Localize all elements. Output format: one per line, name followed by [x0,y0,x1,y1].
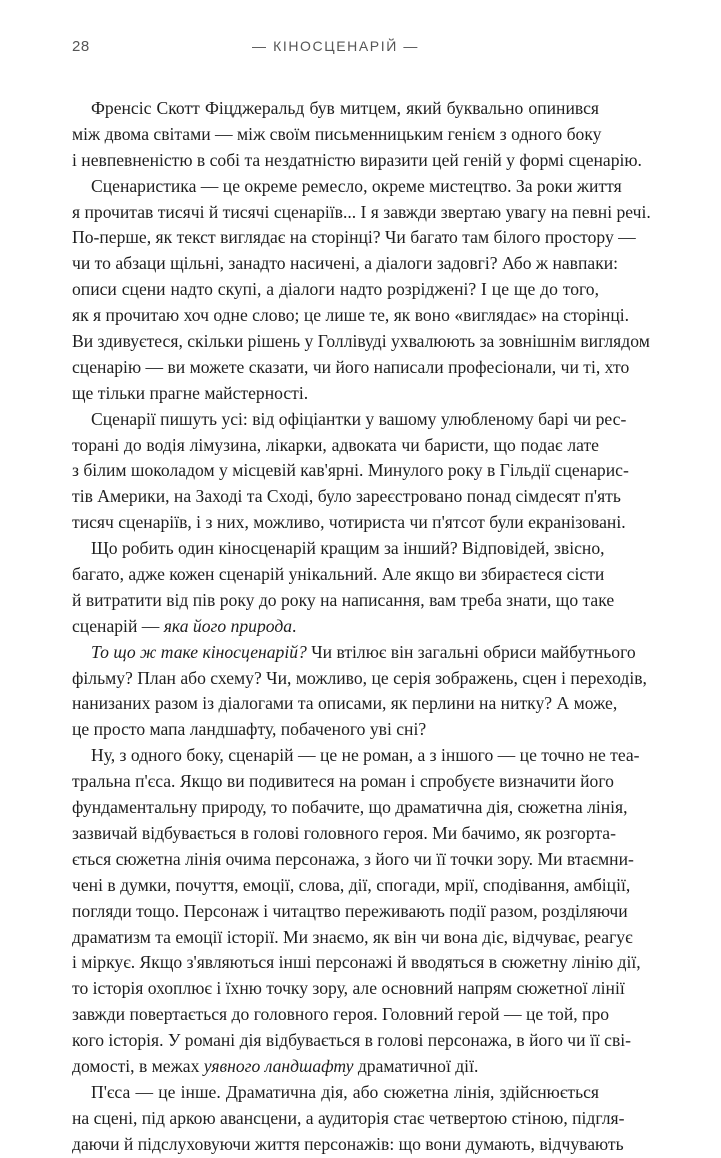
text-run: описи сцени надто скупі, а діалоги надто розріджені? І це ще до того, [72,279,599,300]
paragraph [72,536,615,640]
text-run: драматичної дії. [353,1055,479,1076]
text-line [72,1080,599,1106]
text-run: тів Америки, на Заході та Сході, було зареєстровано понад сімдесят п'ять [72,486,621,507]
text-run: фільму? План або схему? Чи, можливо, це серія зображень, сцен і переходів, [72,667,647,688]
text-line [72,821,616,847]
text-line [72,899,628,925]
text-run: домості, в межах [72,1055,204,1076]
text-line [72,277,599,303]
text-line [72,381,599,407]
text-line [72,1002,610,1028]
text-line [72,717,599,743]
text-line [72,355,630,381]
text-run: я прочитав тисячі й тисячі сценаріїв... І я завжди звертаю увагу на певні речі. [72,201,651,222]
text-line [72,1106,625,1132]
emphasis-text: То що ж таке кіносценарій? [91,641,307,662]
text-run: між двома світами — між своїм письменницьким генієм з одного боку [72,123,602,144]
text-run: погляди тощо. Персонаж і читацтво переживають події разом, розділяючи [72,900,628,921]
paragraph [72,407,629,536]
text-run: Сценаристика — це окреме ремесло, окреме мистецтво. За роки життя [91,175,622,196]
text-run: й витратити від пів року до року на написання, вам треба знати, що таке [72,589,615,610]
text-run: Ви здивуєтеся, скільки рішень у Голлівуді ухвалюють за зовнішнім виглядом [72,331,650,352]
text-run: і невпевненістю в собі та нездатністю виразити цей геній у формі сценарію. [72,149,642,170]
text-run: П'єса — це інше. Драматична дія, або сюжетна лінія, здійснюється [91,1081,599,1102]
text-line [72,148,642,174]
paragraph [72,743,641,1080]
text-run: на сцені, під аркою авансцени, а аудиторія стає четвертою стіною, підгля- [72,1107,625,1128]
text-run: багато, адже кожен сценарій унікальний. Але якщо ви збираєтеся сісти [72,564,605,585]
text-line [72,950,641,976]
text-run: драматизм та емоції історії. Ми знаємо, як він чи вона діє, відчуває, реагує [72,926,633,947]
running-title: — КІНОСЦЕНАРІЙ — [252,38,419,54]
text-line [72,510,626,536]
text-line [72,769,614,795]
text-line [72,743,640,769]
text-run: завжди повертається до головного героя. Головний герой — це той, про [72,1004,610,1025]
text-run: Ну, з одного боку, сценарій — це не роман, а з іншого — це точно не теа- [91,745,640,766]
text-run: тисяч сценаріїв, і з них, можливо, чотириста чи п'ятсот були екранізовані. [72,512,626,533]
text-line [72,225,636,251]
text-run: Чи втілює він загальні обриси майбутнього [306,641,636,662]
text-run: це просто мапа ландшафту, побаченого уві сні? [72,719,427,740]
text-line [72,174,622,200]
text-line [72,536,605,562]
text-run: сценарію — ви можете сказати, чи його написали професіонали, чи ті, хто [72,356,630,377]
text-run: нанизаних разом із діалогами та описами, як перлини на нитку? А може, [72,693,618,714]
text-line [72,1028,632,1054]
text-run: Френсіс Скотт Фіцджеральд був митцем, який буквально опинився [91,98,599,118]
text-run: як я прочитаю хоч одне слово; це лише те, як воно «виглядає» на сторінці. [72,305,630,326]
paragraph [72,1080,625,1158]
text-line [72,562,605,588]
emphasis-text: яка його природа [163,615,293,636]
text-run: то історія охоплює і їхню точку зору, але основний напрям сюжетної лінії [72,978,625,999]
text-line [72,614,599,640]
text-line [72,976,625,1002]
paragraph [72,174,651,407]
text-run: з білим шоколадом у місцевій кав'ярні. Минулого року в Гільдії сценарис- [72,460,629,481]
text-run: чені в думки, почуття, емоції, слова, дії, спогади, мрії, сподівання, амбіції, [72,874,631,895]
text-line [72,458,629,484]
text-run: По-перше, як текст виглядає на сторінці? Чи багато там білого простору — [72,227,636,248]
text-run: сценарій — [72,615,164,636]
text-line [72,303,630,329]
text-run: Сценарії пишуть усі: від офіціантки у вашому улюбленому барі чи рес- [91,408,627,429]
text-line [72,588,615,614]
text-run: тральна п'єса. Якщо ви подивитеся на роман і спробуєте визначити його [72,771,614,792]
text-line [72,847,634,873]
text-line [72,1132,624,1158]
page-header [72,38,599,60]
text-line [72,873,631,899]
text-run: Що робить один кіносценарій кращим за інший? Відповідей, звісно, [91,538,605,559]
text-run: торані до водія лімузина, лікарки, адвоката чи баристи, що подає лате [72,434,599,455]
emphasis-text: уявного ландшафту [203,1055,354,1076]
text-run: ється сюжетна лінія очима персонажа, з його чи її точки зору. Ми втаємни- [72,848,634,869]
text-line [72,122,602,148]
text-line [72,407,627,433]
paragraph [72,640,647,744]
page-number: 28 [72,38,90,55]
text-line [72,666,647,692]
text-line [72,795,628,821]
text-run: ще тільки прагне майстерності. [72,382,309,403]
text-run: і міркує. Якщо з'являються інші персонажі й вводяться в сюжетну лінію дії, [72,952,641,973]
text-run: кого історія. У романі дія відбувається в голові персонажа, в його чи її сві- [72,1030,632,1051]
body-text [72,96,651,1158]
text-line [72,484,621,510]
text-run: даючи й підслуховуючи життя персонажів: що вони думають, відчувають [72,1133,624,1154]
text-line [72,96,599,122]
text-line [72,200,651,226]
text-run: . [292,615,297,636]
text-line [72,329,650,355]
paragraph [72,96,642,174]
text-line [72,925,633,951]
text-run: зазвичай відбувається в голові головного героя. Ми бачимо, як розгорта- [72,822,616,843]
text-line [72,251,619,277]
text-line [72,640,636,666]
text-line [72,691,618,717]
text-run: фундаментальну природу, то побачите, що драматична дія, сюжетна лінія, [72,797,628,818]
text-line [72,1054,599,1080]
text-run: чи то абзаци щільні, занадто насичені, а діалоги задовгі? Або ж навпаки: [72,253,619,274]
text-line [72,433,599,459]
